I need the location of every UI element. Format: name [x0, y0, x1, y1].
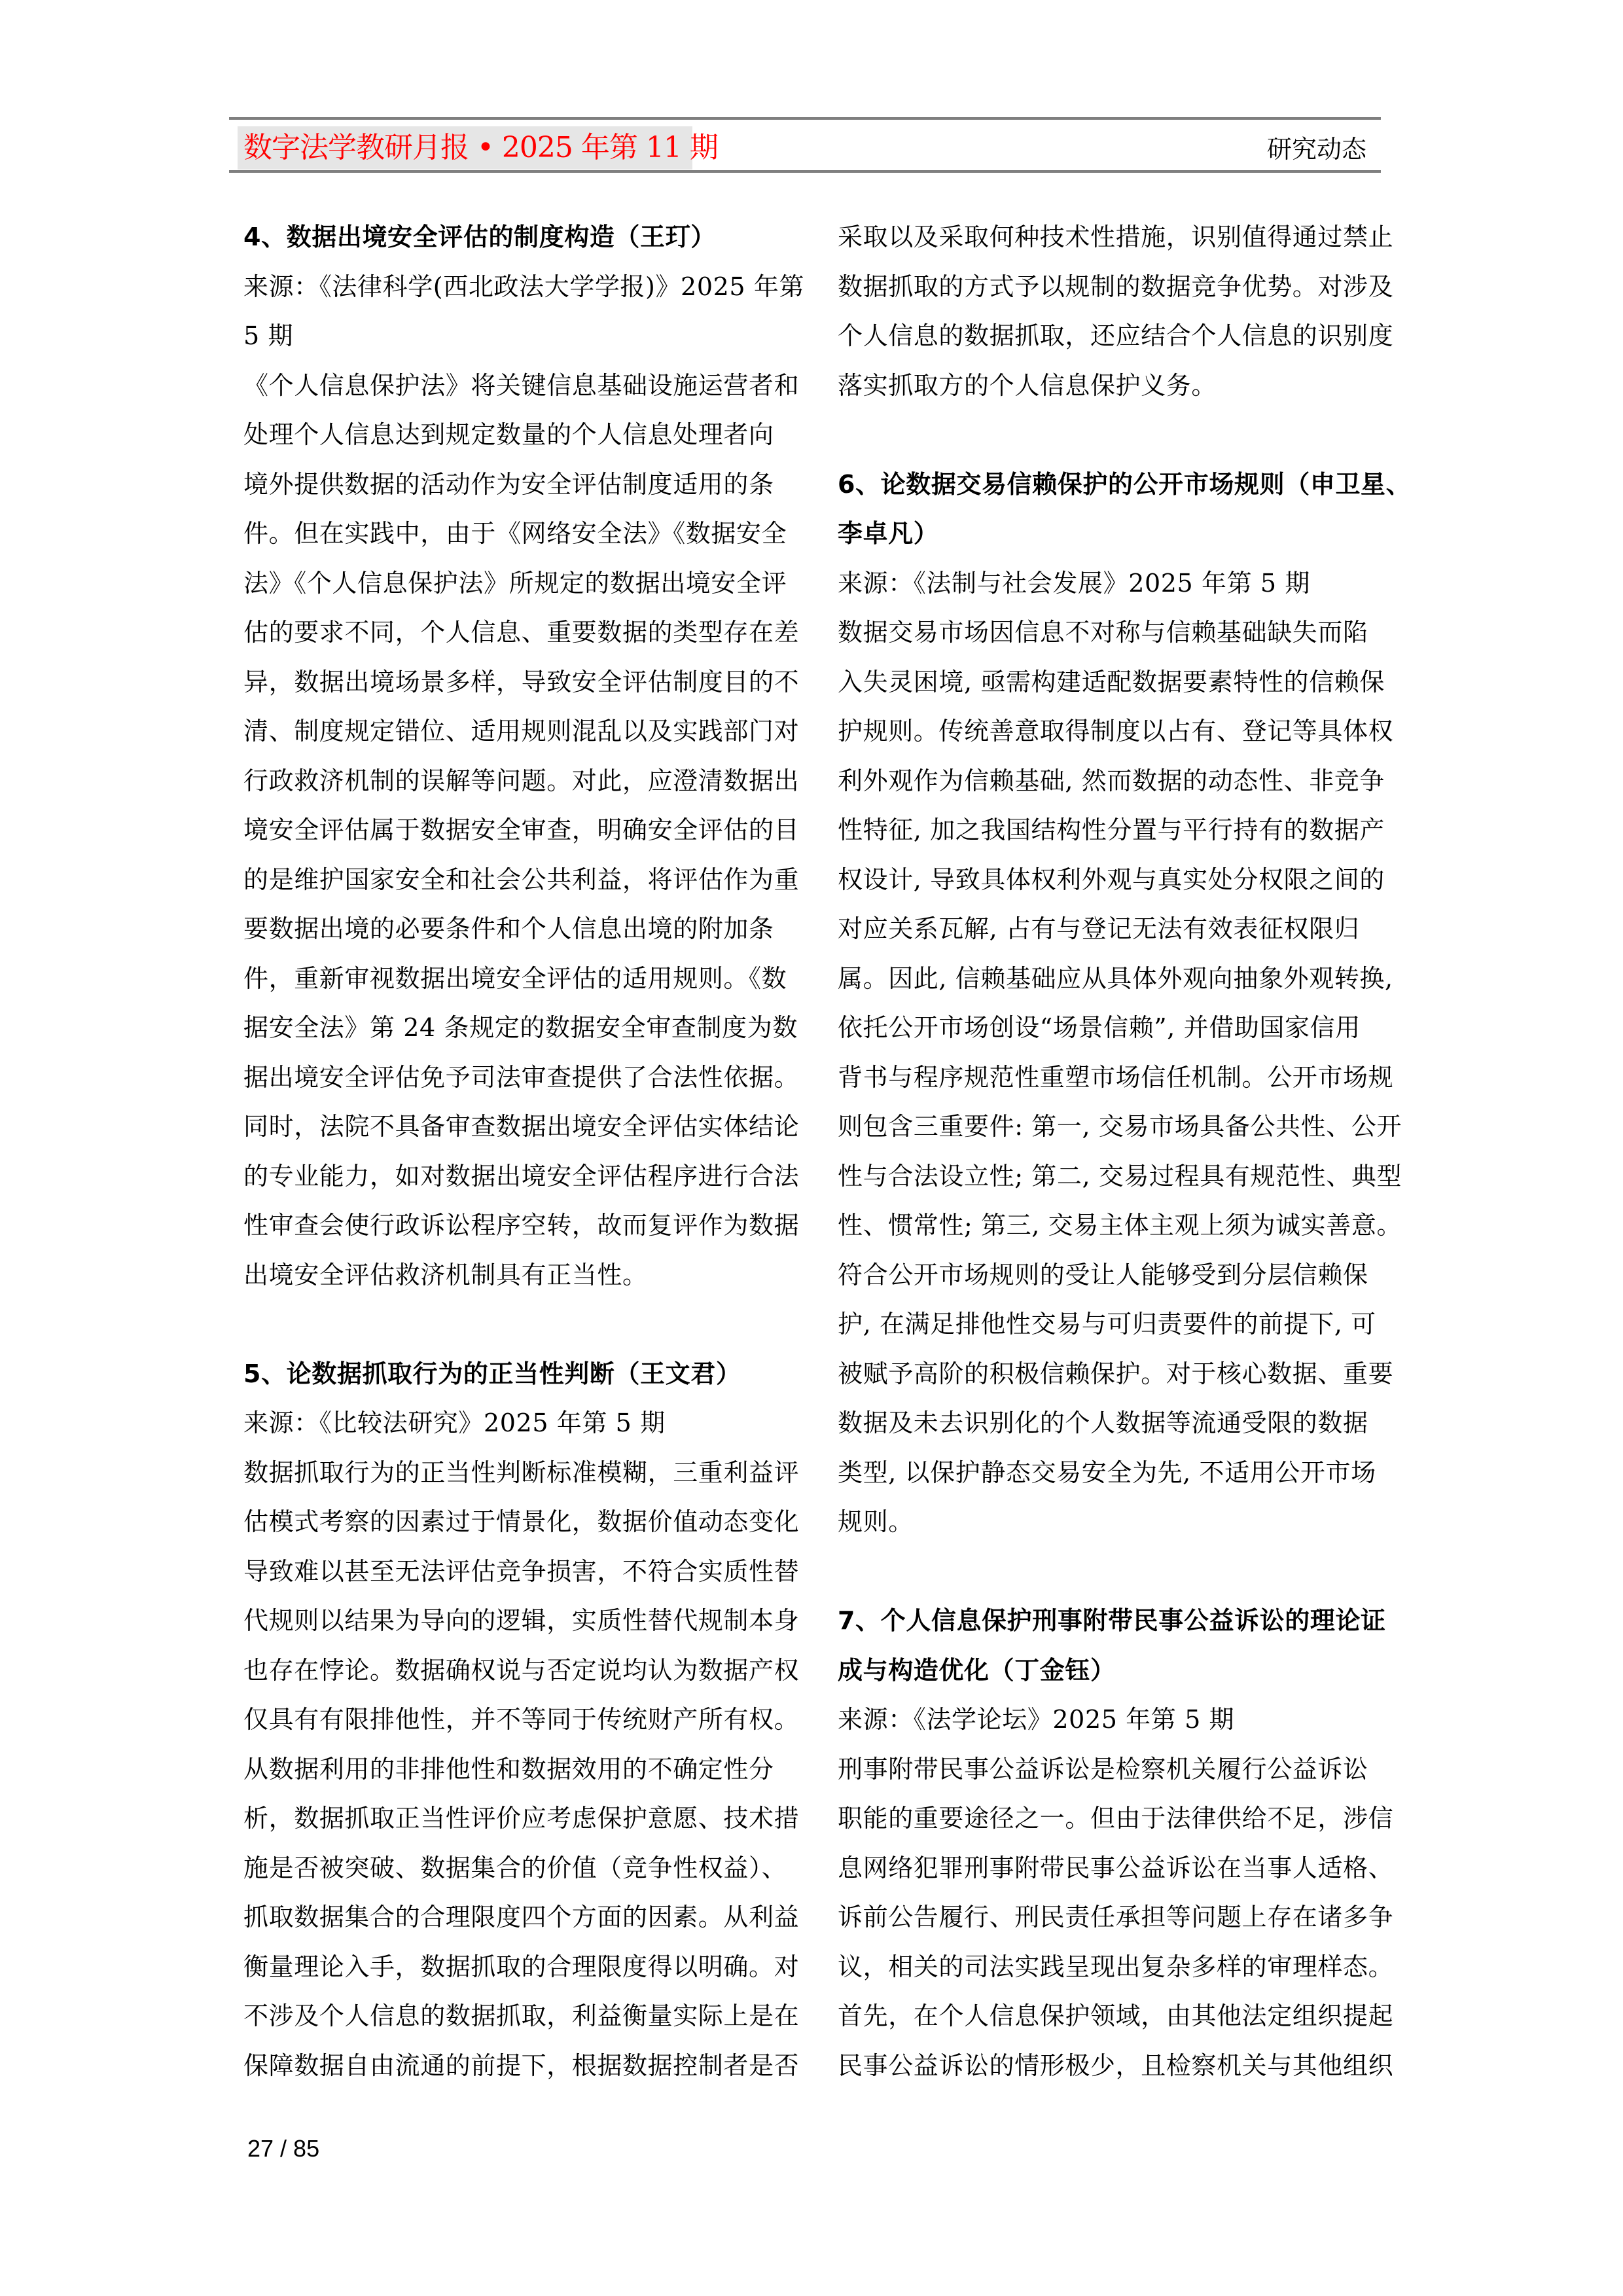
text-line: 异，数据出境场景多样，导致安全评估制度目的不: [243, 667, 800, 696]
text-line: 5、论数据抓取行为的正当性判断（王文君）: [243, 1359, 741, 1388]
text-line: 来源：《法律科学(西北政法大学学报)》2025 年第: [243, 272, 805, 301]
text-line: 数据抓取的方式予以规制的数据竞争优势。对涉及: [838, 272, 1394, 301]
text-line: 据出境安全评估免予司法审查提供了合法性依据。: [243, 1062, 800, 1092]
text-line: 利外观作为信赖基础, 然而数据的动态性、非竞争: [838, 766, 1385, 795]
text-line: 据安全法》第 24 条规定的数据安全审查制度为数: [243, 1013, 798, 1042]
text-line: 来源：《比较法研究》2025 年第 5 期: [243, 1408, 666, 1437]
article-5-continued: [838, 213, 1394, 410]
text-line: 落实抓取方的个人信息保护义务。: [838, 370, 1217, 400]
text-line: 成与构造优化（丁金钰）: [838, 1655, 1116, 1685]
section-label: 研究动态: [1266, 135, 1366, 164]
text-line: 首先，在个人信息保护领域，由其他法定组织提起: [838, 2001, 1394, 2030]
text-line: 仅具有有限排他性，并不等同于传统财产所有权。: [243, 1705, 800, 1734]
text-line: 4、数据出境安全评估的制度构造（王玎）: [243, 223, 716, 251]
text-line: 件。但在实践中，由于《网络安全法》《数据安全: [243, 519, 787, 548]
article-6: [838, 460, 1412, 1547]
text-line: 性、惯常性; 第三, 交易主体主观上须为诚实善意。: [838, 1211, 1402, 1240]
text-line: 的专业能力，如对数据出境安全评估程序进行合法: [243, 1161, 800, 1191]
text-line: 数据及未去识别化的个人数据等流通受限的数据: [838, 1408, 1368, 1437]
text-line: 要数据出境的必要条件和个人信息出境的附加条: [243, 914, 774, 943]
text-line: 从数据利用的非排他性和数据效用的不确定性分: [243, 1754, 774, 1784]
text-line: 不涉及个人信息的数据抓取，利益衡量实际上是在: [243, 2001, 800, 2030]
text-line: 境安全评估属于数据安全审查，明确安全评估的目: [243, 816, 800, 844]
article-abstract: [838, 1745, 1394, 2091]
text-line: 来源：《法制与社会发展》2025 年第 5 期: [838, 568, 1310, 598]
text-line: 个人信息的数据抓取，还应结合个人信息的识别度: [838, 321, 1394, 350]
text-line: 估的要求不同，个人信息、重要数据的类型存在差: [243, 618, 800, 647]
text-line: 数据交易市场因信息不对称与信赖基础缺失而陷: [838, 618, 1368, 647]
section-gap: [838, 1547, 1384, 1597]
article-title: [838, 1596, 1384, 1695]
text-line: 处理个人信息达到规定数量的个人信息处理者向: [243, 420, 774, 449]
text-line: 估模式考察的因素过于情景化，数据价值动态变化: [243, 1507, 800, 1536]
text-line: 性审查会使行政诉讼程序空转，故而复评作为数据: [243, 1211, 800, 1240]
text-line: 的是维护国家安全和社会公共利益，将评估作为重: [243, 865, 800, 894]
header-bottom-rule: [229, 170, 1381, 173]
text-line: 议，相关的司法实践呈现出复杂多样的审理样态。: [838, 1952, 1394, 1981]
text-line: 依托公开市场创设“场景信赖”, 并借助国家信用: [838, 1013, 1361, 1042]
article-4: [243, 213, 805, 1300]
text-line: 息网络犯罪刑事附带民事公益诉讼在当事人适格、: [838, 1853, 1394, 1882]
text-line: 诉前公告履行、刑民责任承担等问题上存在诸多争: [838, 1903, 1394, 1931]
text-line: 7、个人信息保护刑事附带民事公益诉讼的理论证: [838, 1606, 1386, 1635]
page-number: 27 / 85: [247, 2135, 320, 2162]
text-line: 类型, 以保护静态交易安全为先, 不适用公开市场: [838, 1458, 1376, 1487]
text-line: 清、制度规定错位、适用规则混乱以及实践部门对: [243, 717, 800, 745]
section-gap: [838, 410, 1384, 460]
article-7: [838, 1596, 1394, 2090]
text-line: 也存在悖论。数据确权说与否定说均认为数据产权: [243, 1655, 800, 1685]
article-source: [838, 559, 1384, 609]
text-line: 导致难以甚至无法评估竞争损害，不符合实质性替: [243, 1556, 800, 1586]
text-line: 职能的重要途径之一。但由于法律供给不足，涉信: [838, 1804, 1394, 1833]
text-line: 衡量理论入手，数据抓取的合理限度得以明确。对: [243, 1952, 800, 1981]
text-line: 入失灵困境, 亟需构建适配数据要素特性的信赖保: [838, 667, 1385, 696]
article-title: [243, 213, 790, 262]
text-line: 规则。: [838, 1507, 914, 1536]
right-column: [838, 213, 1412, 2090]
article-source: [243, 1399, 790, 1448]
text-line: 李卓凡）: [838, 519, 939, 548]
text-line: 则包含三重要件: 第一, 交易市场具备公共性、公开: [838, 1112, 1402, 1141]
section-gap: [243, 1300, 790, 1350]
text-line: 被赋予高阶的积极信赖保护。对于核心数据、重要: [838, 1359, 1394, 1388]
text-line: 性与合法设立性; 第二, 交易过程具有规范性、典型: [838, 1161, 1402, 1191]
text-line: 行政救济机制的误解等问题。对此，应澄清数据出: [243, 766, 800, 795]
text-line: 护规则。传统善意取得制度以占有、登记等具体权: [838, 717, 1394, 745]
text-line: 抓取数据集合的合理限度四个方面的因素。从利益: [243, 1903, 800, 1931]
article-title: [838, 460, 1412, 559]
article-source: [838, 1695, 1384, 1745]
text-line: 数据抓取行为的正当性判断标准模糊，三重利益评: [243, 1458, 800, 1487]
article-source: [243, 262, 805, 361]
text-line: 法》《个人信息保护法》所规定的数据出境安全评: [243, 568, 787, 598]
text-line: 出境安全评估救济机制具有正当性。: [243, 1260, 648, 1289]
article-5: [243, 1350, 800, 2091]
text-line: 《个人信息保护法》将关键信息基础设施运营者和: [243, 370, 800, 400]
text-line: 境外提供数据的活动作为安全评估制度适用的条: [243, 469, 774, 499]
text-line: 对应关系瓦解, 占有与登记无法有效表征权限归: [838, 914, 1360, 943]
text-line: 民事公益诉讼的情形极少，且检察机关与其他组织: [838, 2051, 1394, 2080]
text-line: 权设计, 导致具体权利外观与真实处分权限之间的: [838, 865, 1385, 894]
text-line: 采取以及采取何种技术性措施，识别值得通过禁止: [838, 223, 1394, 251]
text-line: 件，重新审视数据出境安全评估的适用规则。《数: [243, 963, 787, 993]
article-abstract: [838, 213, 1394, 410]
article-abstract: [243, 361, 800, 1300]
article-abstract: [838, 608, 1402, 1547]
text-line: 刑事附带民事公益诉讼是检察机关履行公益诉讼: [838, 1754, 1368, 1784]
left-column: [243, 213, 805, 2090]
text-line: 施是否被突破、数据集合的价值（竞争性权益）、: [243, 1853, 787, 1882]
article-abstract: [243, 1448, 800, 2091]
text-line: 同时，法院不具备审查数据出境安全评估实体结论: [243, 1112, 800, 1141]
text-line: 符合公开市场规则的受让人能够受到分层信赖保: [838, 1260, 1368, 1289]
text-line: 保障数据自由流通的前提下，根据数据控制者是否: [243, 2051, 800, 2080]
header-top-rule: [229, 117, 1381, 120]
text-line: 背书与程序规范性重塑市场信任机制。公开市场规: [838, 1062, 1394, 1092]
text-line: 属。因此, 信赖基础应从具体外观向抽象外观转换,: [838, 963, 1393, 993]
text-line: 护, 在满足排他性交易与可归责要件的前提下, 可: [838, 1310, 1376, 1338]
text-line: 来源：《法学论坛》2025 年第 5 期: [838, 1705, 1235, 1734]
article-title: [243, 1350, 790, 1399]
text-line: 析，数据抓取正当性评价应考虑保护意愿、技术措: [243, 1804, 800, 1833]
journal-title: 数字法学教研月报 • 2025 年第 11 期: [243, 131, 718, 164]
text-line: 5 期: [243, 321, 294, 350]
text-line: 代规则以结果为导向的逻辑，实质性替代规制本身: [243, 1606, 800, 1635]
text-line: 性特征, 加之我国结构性分置与平行持有的数据产: [838, 816, 1385, 844]
text-line: 6、论数据交易信赖保护的公开市场规则（申卫星、: [838, 469, 1412, 499]
